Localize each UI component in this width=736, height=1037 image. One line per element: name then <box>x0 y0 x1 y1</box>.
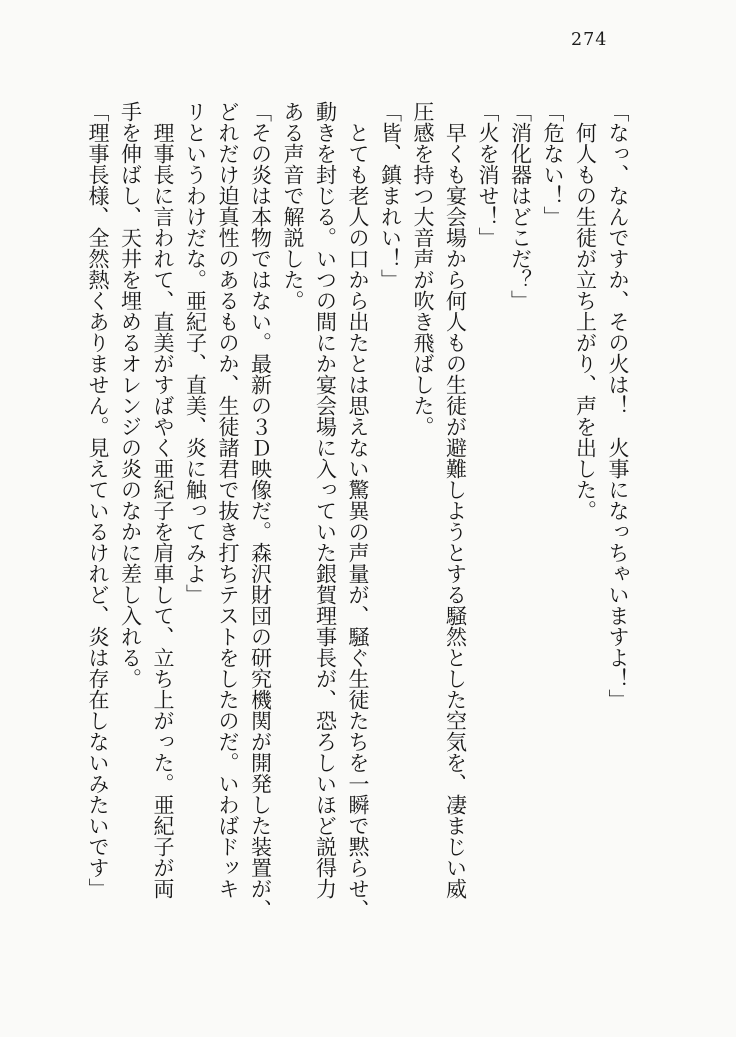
text-line: 「消化器はどこだ？」 <box>508 101 533 311</box>
text-line: 「その炎は本物ではない。最新の３Ｄ映像だ。森沢財団の研究機関が開発した装置が、 <box>248 101 273 920</box>
text-line: 「危ない！」 <box>541 101 565 227</box>
vertical-text-block <box>82 101 635 923</box>
text-line: とても老人の口から出たとは思えない驚異の声量が、騒ぐ生徒たちを一瞬で黙らせ、 <box>346 122 370 920</box>
text-line: ある声音で解説した。 <box>281 101 305 311</box>
text-line: 「皆、鎮まれい！」 <box>378 101 403 290</box>
text-line: 理事長に言われて、直美がすばやく亜紀子を肩車して、立ち上がった。亜紀子が両 <box>151 122 175 899</box>
text-line: 早くも宴会場から何人もの生徒が避難しようとする騒然とした空気を、凄まじい威 <box>443 122 468 899</box>
text-line: リというわけだな。亜紀子、直美、炎に触ってみよ」 <box>183 101 208 605</box>
text-line: 「理事長様、全然熱くありません。見えているけれど、炎は存在しないみたいです」 <box>86 101 110 899</box>
text-line: 「火を消せ！」 <box>476 101 500 248</box>
text-line: 「なっ、なんですか、その火は！ 火事になっちゃいますよ！」 <box>606 101 630 710</box>
page-number: 274 <box>571 30 608 50</box>
text-line: 手を伸ばし、天井を埋めるオレンジの炎のなかに差し入れる。 <box>118 101 143 689</box>
text-line: 動きを封じる。いつの間にか宴会場に入っていた銀賀理事長が、恐ろしいほど説得力 <box>313 101 338 899</box>
text-line: どれだけ迫真性のあるものか、生徒諸君で抜き打ちテストをしたのだ。いわばドッキ <box>216 101 240 899</box>
text-line: 圧感を持つ大音声が吹き飛ばした。 <box>411 101 435 437</box>
text-line: 何人もの生徒が立ち上がり、声を出した。 <box>573 122 598 521</box>
